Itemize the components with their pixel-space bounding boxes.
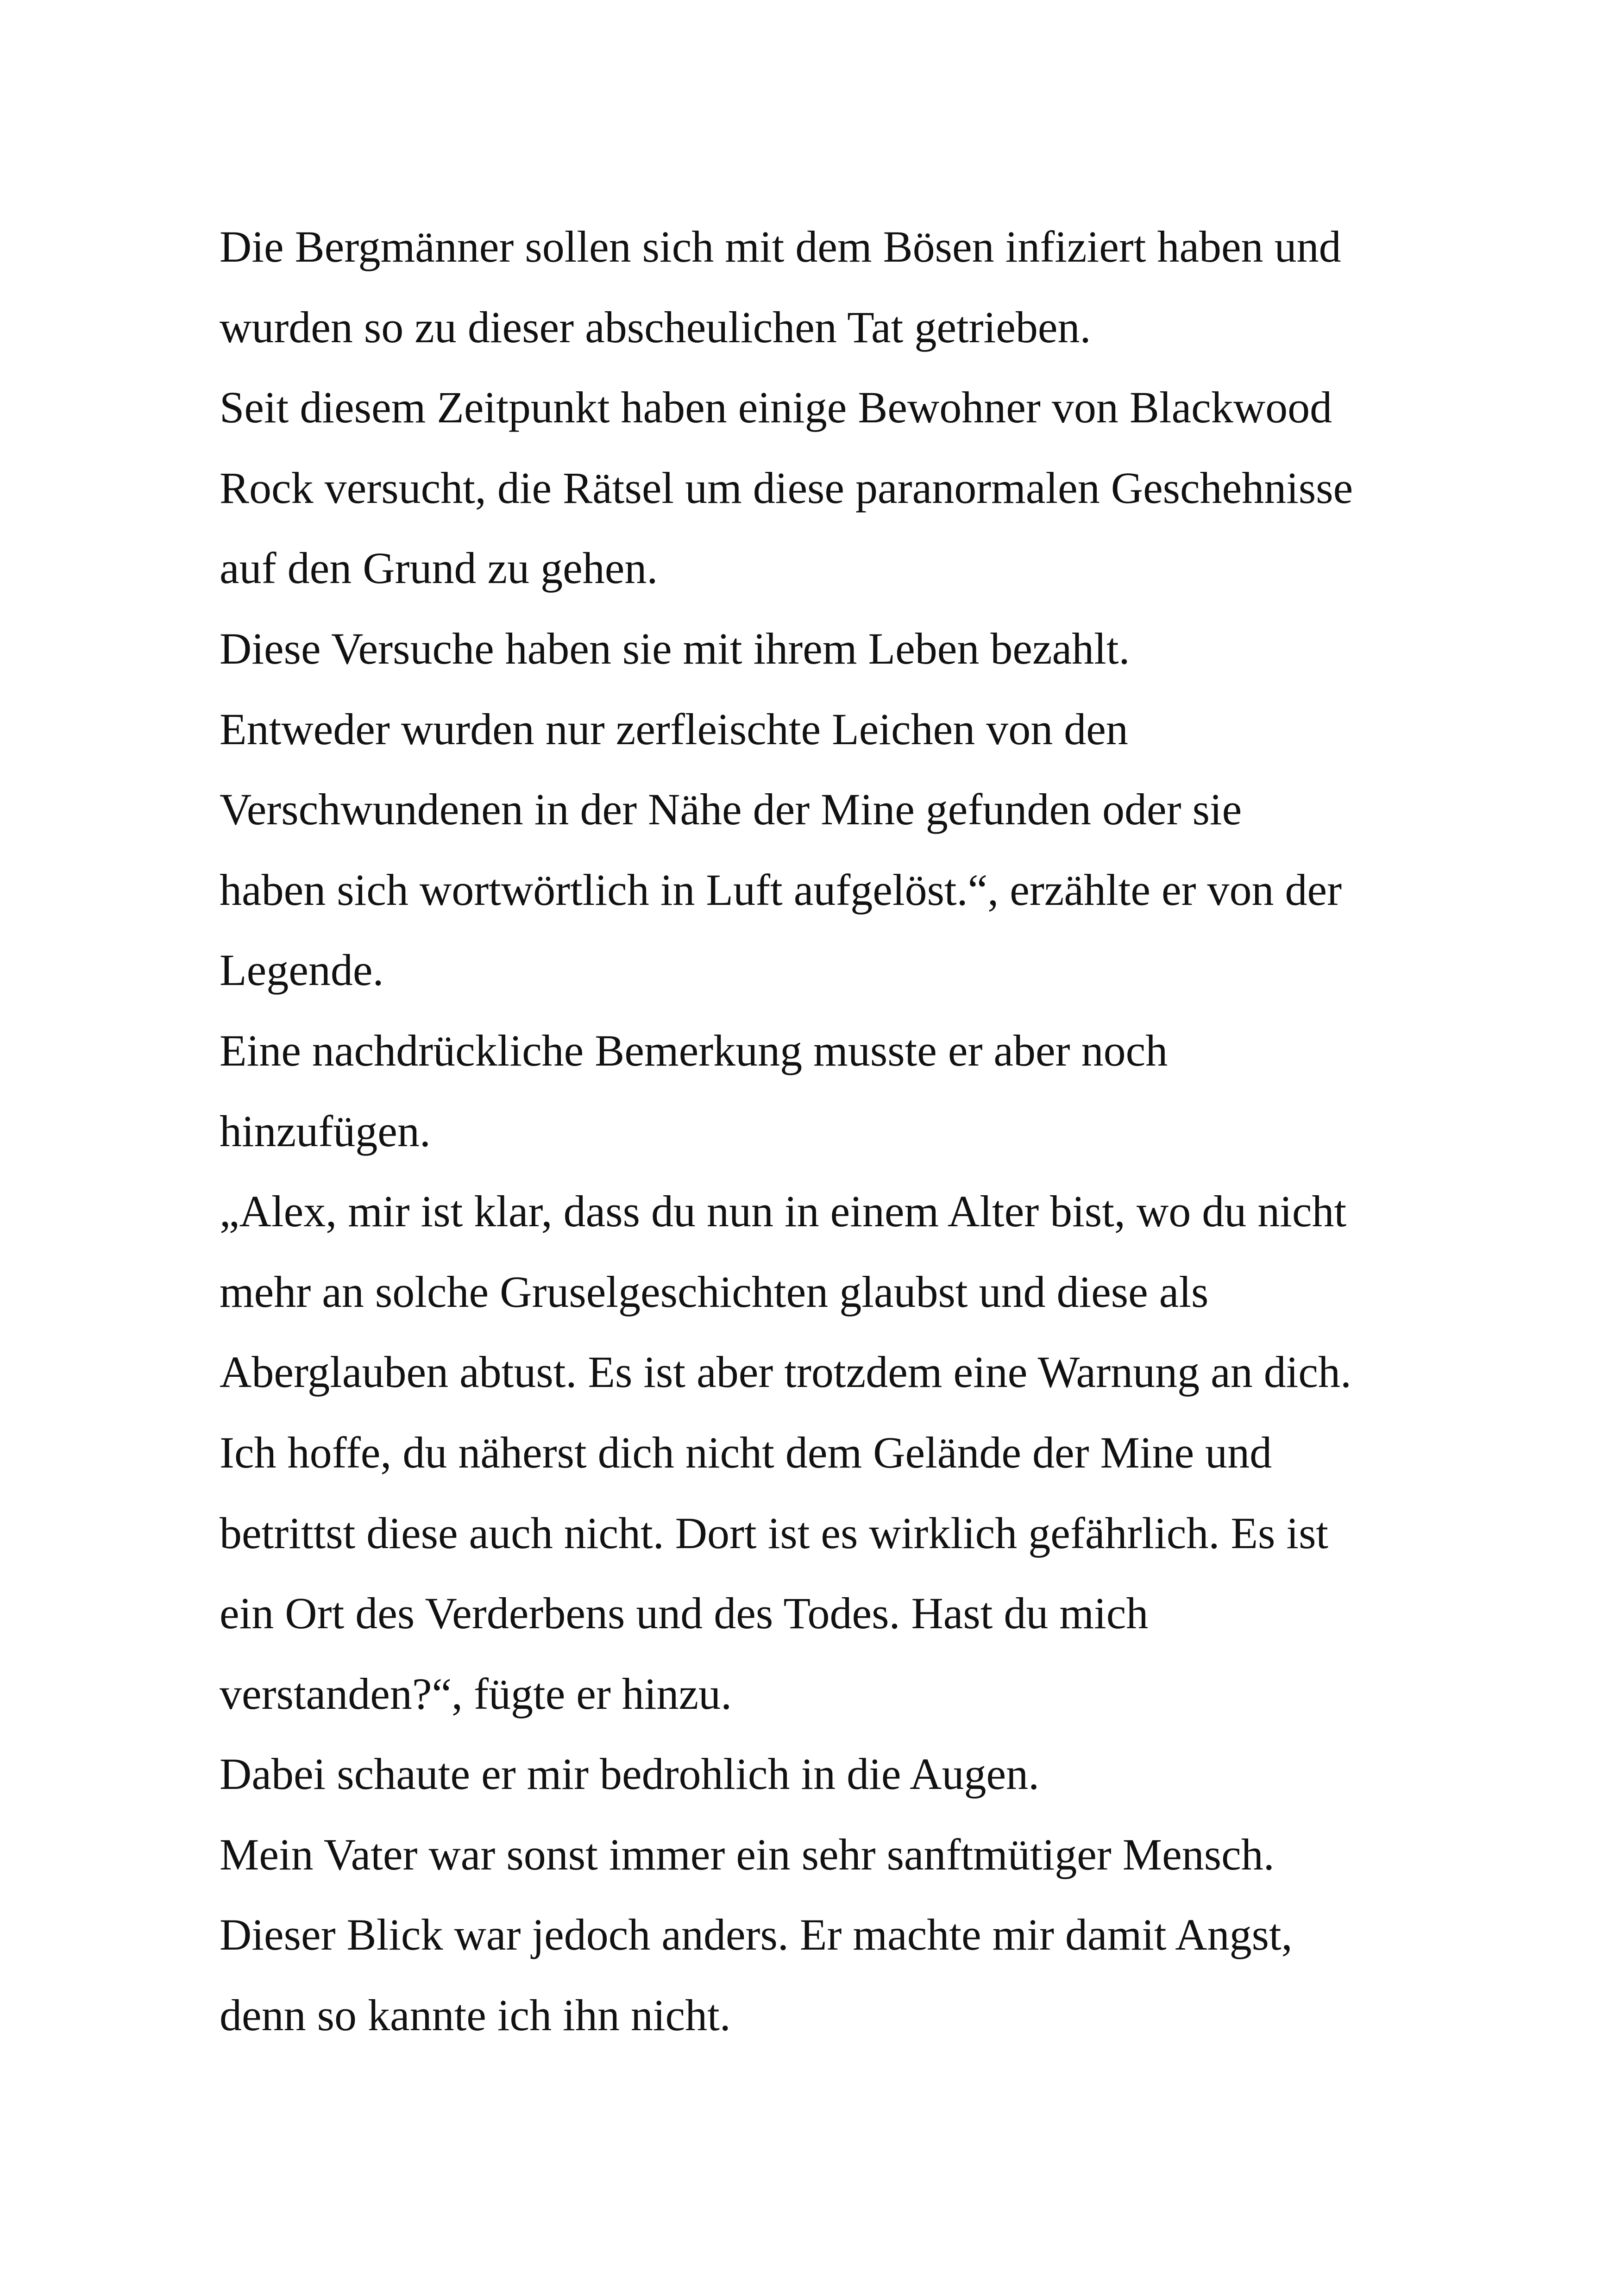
text-line: Entweder wurden nur zerfleischte Leichen von den [220,704,1128,754]
text-line: Aberglauben abtust. Es ist aber trotzdem eine Warnung an dich. [220,1347,1352,1397]
text-line: wurden so zu dieser abscheulichen Tat getrieben. [220,302,1091,352]
text-line: Diese Versuche haben sie mit ihrem Leben bezahlt. [220,623,1130,673]
text-line: denn so kannte ich ihn nicht. [220,1990,731,2040]
text-line: hinzufügen. [220,1106,431,1156]
story-text [220,207,1470,2056]
text-line: Rock versucht, die Rätsel um diese paranormalen Geschehnisse [220,463,1353,513]
text-line: Legende. [220,945,384,995]
text-line: Ich hoffe, du näherst dich nicht dem Gelände der Mine und [220,1427,1272,1477]
text-line: Dieser Blick war jedoch anders. Er machte mir damit Angst, [220,1910,1293,1960]
text-line: Eine nachdrückliche Bemerkung musste er aber noch [220,1025,1168,1075]
text-line: Die Bergmänner sollen sich mit dem Bösen infiziert haben und [220,222,1341,271]
text-line: haben sich wortwörtlich in Luft aufgelöst.“, erzählte er von der [220,865,1342,915]
text-line: auf den Grund zu gehen. [220,543,658,593]
text-line: Dabei schaute er mir bedrohlich in die Augen. [220,1749,1040,1799]
text-line: ein Ort des Verderbens und des Todes. Hast du mich [220,1588,1149,1638]
text-line: verstanden?“, fügte er hinzu. [220,1669,732,1719]
text-line: Seit diesem Zeitpunkt haben einige Bewohner von Blackwood [220,383,1332,433]
text-line: Verschwundenen in der Nähe der Mine gefunden oder sie [220,784,1242,834]
text-line: mehr an solche Gruselgeschichten glaubst und diese als [220,1267,1209,1317]
text-line: Mein Vater war sonst immer ein sehr sanftmütiger Mensch. [220,1829,1275,1879]
text-line: „Alex, mir ist klar, dass du nun in einem Alter bist, wo du nicht [220,1186,1347,1236]
text-line: betrittst diese auch nicht. Dort ist es wirklich gefährlich. Es ist [220,1508,1329,1558]
